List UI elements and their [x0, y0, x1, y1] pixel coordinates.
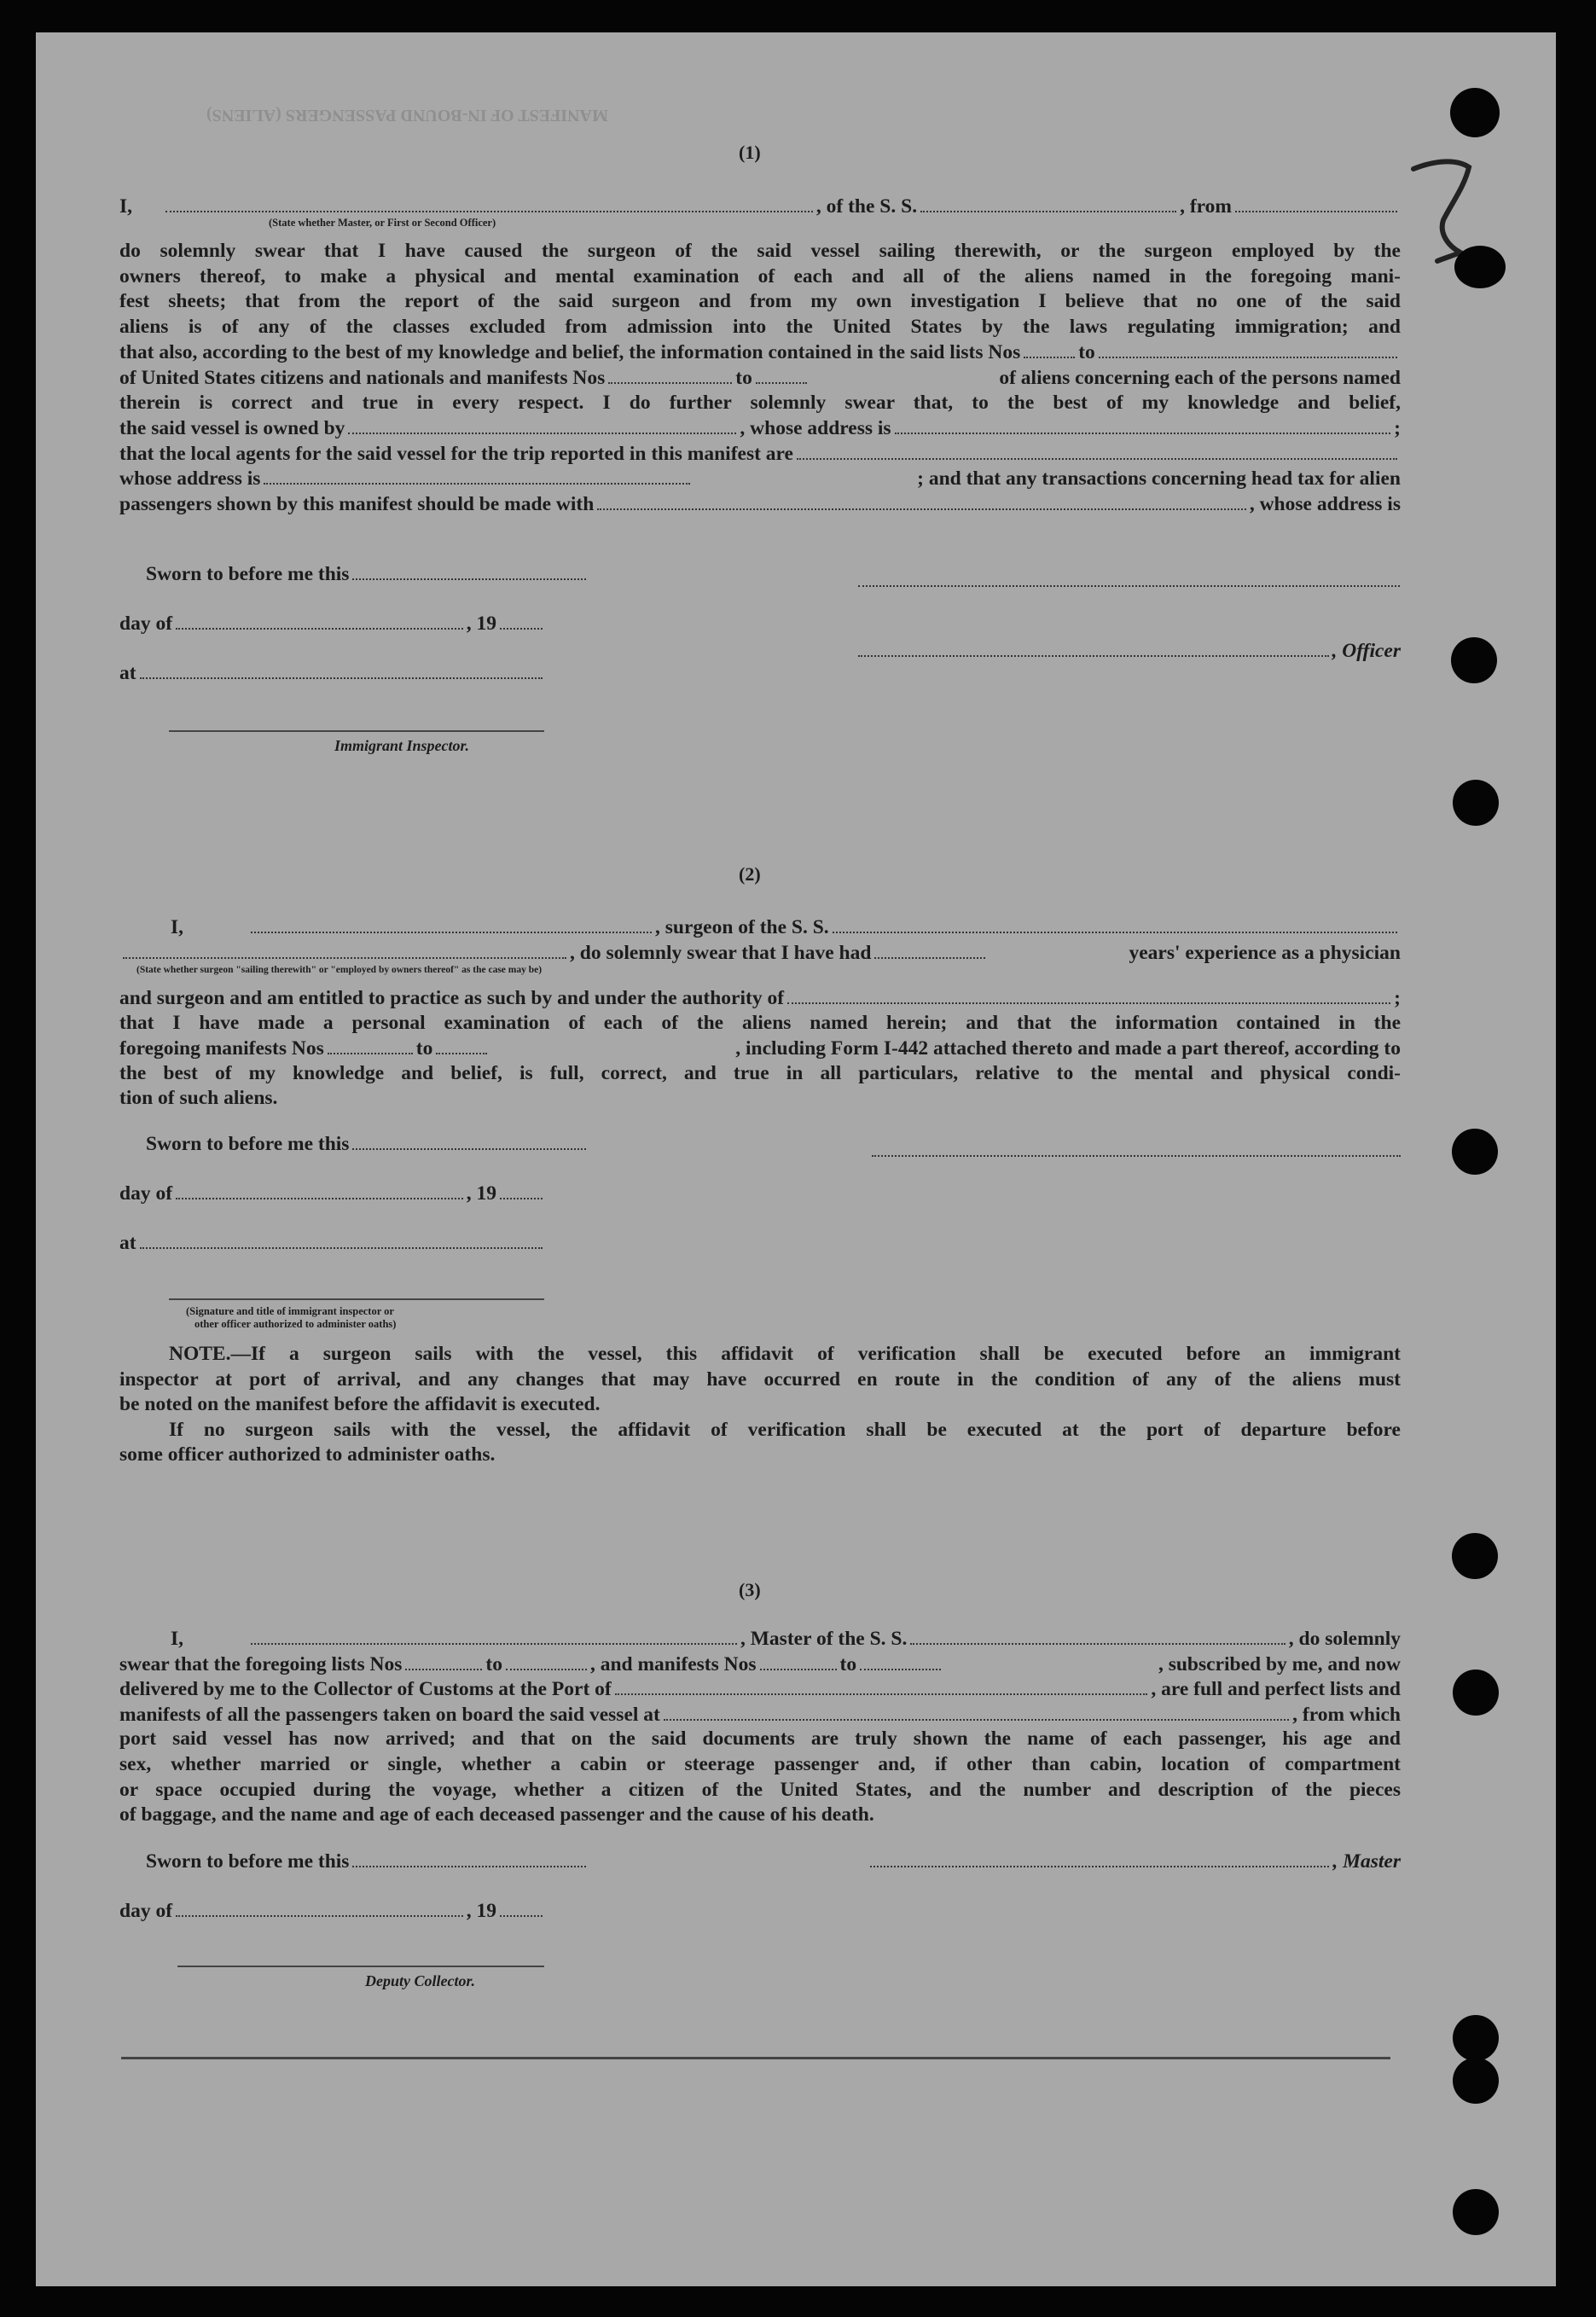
s1-body-line: do solemnly swear that I have caused the surgeon of the said vessel sailing therewith, or the surgeon employed by the [119, 240, 1401, 262]
s3-master-caption: , Master [1332, 1850, 1401, 1873]
s2-sworn-label: Sworn to before me this [146, 1133, 350, 1155]
s2-caption: (State whether surgeon "sailing therewith" or "employed by owners thereof" as the case may be) [136, 965, 543, 975]
s1-officer-row [855, 638, 1401, 664]
s3-port-field[interactable] [615, 1676, 1148, 1695]
s3-sworn-label: Sworn to before me this [146, 1850, 350, 1873]
s2-manifest-from-field[interactable] [328, 1036, 413, 1054]
s1-sworn-date-field[interactable] [352, 561, 586, 580]
s2-sworn-date-field[interactable] [352, 1131, 586, 1150]
s2-inspector-caption: (Signature and title of immigrant inspector or [186, 1305, 394, 1317]
s2-year-label: , 19 [466, 1182, 496, 1205]
s3-manifest-from-field[interactable] [760, 1652, 837, 1670]
s2-i: I, [171, 916, 184, 938]
s1-officer-signature-field[interactable] [858, 638, 1329, 657]
s1-owner-field[interactable] [348, 415, 736, 434]
s1-lists-text: that also, according to the best of my knowledge and belief, the information contained in the said lists Nos [119, 341, 1021, 364]
s1-caption: (State whether Master, or First or Second Officer) [269, 217, 496, 229]
s1-i: I, [119, 195, 133, 218]
s3-day-row [119, 1898, 546, 1924]
s1-day-row [119, 611, 546, 636]
s3-subscribed-text: , subscribed by me, and now [1158, 1652, 1401, 1675]
s2-authority-field[interactable] [787, 985, 1390, 1004]
s3-body-line: sex, whether married or single, whether a cabin or steerage passenger and, if other than cabin, location of compartment [119, 1752, 1401, 1775]
s1-agents-text: that the local agents for the said vessel for the trip reported in this manifest are [119, 442, 793, 465]
s1-passengers-text: passengers shown by this manifest should be made with [119, 492, 595, 515]
section-1-body [119, 239, 1401, 517]
s1-manifest-to-field[interactable] [756, 365, 807, 384]
s1-year-field[interactable] [500, 611, 543, 630]
s1-agents-address-field[interactable] [264, 466, 690, 485]
punch-hole [1453, 2189, 1499, 2235]
s2-note-line: be noted on the manifest before the affidavit is executed. [119, 1393, 601, 1416]
s3-to-label: to [839, 1652, 857, 1675]
s2-day-label: day of [119, 1182, 173, 1205]
s1-lists-to-field[interactable] [1099, 340, 1397, 358]
section-2-body [119, 985, 1401, 1112]
s1-agents-field[interactable] [797, 441, 1397, 460]
s1-address-label: , whose address is [740, 417, 891, 440]
s3-body-line: of baggage, and the name and age of each deceased passenger and the cause of his death. [119, 1803, 874, 1826]
punch-hole [1453, 2015, 1499, 2061]
s2-form-text: , including Form I-442 attached thereto and made a part thereof, according to [735, 1037, 1401, 1060]
section-3-affidavit [119, 1626, 1401, 1828]
s2-note-line: inspector at port of arrival, and any changes that may have occurred en route in the condition of any of the aliens must [119, 1368, 1401, 1391]
s2-ship-field[interactable] [833, 915, 1397, 933]
s1-lists-from-field[interactable] [1024, 340, 1075, 358]
s1-body-line: therein is correct and true in every respect. I do further solemnly swear that, to the best of my knowledge and belief, [119, 391, 1401, 414]
s3-master-row [867, 1849, 1401, 1874]
s2-year-field[interactable] [500, 1181, 543, 1199]
section-2-heading: (2) [739, 863, 761, 885]
s1-whose-address-text: whose address is [119, 467, 261, 491]
s3-lists-text: swear that the foregoing lists Nos [119, 1652, 403, 1675]
s1-at-field[interactable] [140, 660, 543, 679]
s1-day-label: day of [119, 613, 173, 635]
s1-ss-label: , of the S. S. [815, 195, 918, 218]
s2-authority-text: and surgeon and am entitled to practice as such by and under the authority of [119, 987, 785, 1009]
s1-name-field[interactable] [165, 194, 813, 212]
s3-year-label: , 19 [466, 1900, 496, 1922]
s3-manifests-text: , and manifests Nos [589, 1652, 757, 1675]
s3-collector-signature-line[interactable] [177, 1966, 544, 1967]
s2-inspector-caption: other officer authorized to administer oaths) [194, 1318, 397, 1330]
s2-experience-text: years' experience as a physician [1129, 941, 1401, 964]
s1-owned-text: the said vessel is owned by [119, 417, 345, 440]
s1-to-label: to [1078, 341, 1095, 364]
s3-from-which: , from which [1292, 1703, 1401, 1726]
s2-name-field[interactable] [251, 915, 652, 933]
s2-body-line: tion of such aliens. [119, 1087, 278, 1110]
s2-surgeon-status-field[interactable] [123, 940, 566, 959]
s1-signature-line[interactable] [858, 584, 1400, 587]
s2-surgeon-label: , surgeon of the S. S. [655, 916, 829, 938]
s2-swear-text: , do solemnly swear that I have had [570, 941, 872, 964]
s3-body-line: or space occupied during the voyage, whether a citizen of the United States, and the number and description of the pieces [119, 1778, 1401, 1801]
punch-hole [1451, 637, 1497, 683]
s1-body-line: owners thereof, to make a physical and mental examination of each and all of the aliens named in the foregoing mani- [119, 264, 1401, 287]
s2-body-line: the best of my knowledge and belief, is full, correct, and true in all particulars, relative to the mental and physical condi- [119, 1061, 1401, 1084]
s2-signature-line[interactable] [872, 1153, 1401, 1157]
s2-manifests-text: foregoing manifests Nos [119, 1037, 324, 1060]
s1-at-label: at [119, 662, 136, 684]
s3-deputy-caption: Deputy Collector. [365, 1972, 475, 1989]
s2-inspector-signature-line[interactable] [169, 1298, 544, 1300]
punch-hole [1454, 246, 1506, 288]
punch-hole [1452, 1129, 1498, 1175]
s1-inspector-signature-line[interactable] [169, 730, 544, 732]
s2-years-field[interactable] [874, 940, 985, 959]
section-1-affidavit [119, 194, 1401, 219]
s1-owner-address-field[interactable] [895, 415, 1391, 434]
s1-at-row [119, 660, 546, 686]
s3-name-field[interactable] [251, 1626, 737, 1645]
s1-body-line: aliens is of any of the classes excluded from admission into the United States by the laws regulating immigration; and [119, 315, 1401, 338]
section-1-heading: (1) [739, 142, 761, 163]
section-3-heading: (3) [739, 1579, 761, 1600]
s3-year-field[interactable] [500, 1898, 543, 1917]
s2-note [119, 1342, 1401, 1468]
s2-body-line: that I have made a personal examination of each of the aliens named herein; and that the information contained in the [119, 1011, 1401, 1034]
s1-manifest-from-field[interactable] [608, 365, 732, 384]
s2-manifest-to-field[interactable] [436, 1036, 487, 1054]
s2-note-line: some officer authorized to administer oaths. [119, 1443, 496, 1466]
punch-hole [1450, 88, 1500, 137]
s2-jurat [146, 1131, 589, 1157]
s3-lists-from-field[interactable] [405, 1652, 482, 1670]
s3-sworn-date-field[interactable] [352, 1849, 586, 1867]
s3-to-label: to [485, 1652, 502, 1675]
s2-note-line: NOTE.—If a surgeon sails with the vessel, this affidavit of verification shall be executed before an immigrant [169, 1343, 1401, 1365]
s2-day-field[interactable] [176, 1181, 463, 1199]
s3-i: I, [171, 1628, 184, 1650]
s2-note-line: If no surgeon sails with the vessel, the affidavit of verification shall be executed at the port of departure before [169, 1418, 1401, 1441]
s1-whose-address-end: , whose address is [1249, 492, 1401, 515]
bottom-rule [121, 2057, 1390, 2059]
s2-semicolon: ; [1394, 987, 1401, 1009]
s3-solemnly: , do solemnly [1288, 1628, 1401, 1650]
s2-at-row [119, 1230, 546, 1256]
s2-at-label: at [119, 1232, 136, 1254]
s1-from-label: , from [1180, 195, 1232, 218]
s2-at-field[interactable] [140, 1230, 543, 1249]
s3-body-line: port said vessel has now arrived; and that on the said documents are truly shown the name of each passenger, his age and [119, 1728, 1401, 1751]
s2-to-label: to [415, 1037, 433, 1060]
punch-hole [1453, 1670, 1499, 1716]
s2-day-row [119, 1181, 546, 1206]
s3-master-signature-field[interactable] [870, 1849, 1329, 1867]
s1-aliens-text: of aliens concerning each of the persons named [999, 366, 1401, 389]
s3-manifest-to-field[interactable] [860, 1652, 941, 1670]
s1-body-line: fest sheets; that from the report of the said surgeon and from my own investigation I believe that no one of the said [119, 290, 1401, 313]
s1-from-field[interactable] [1235, 194, 1397, 212]
punch-hole [1453, 780, 1499, 826]
s1-officer-label: , Officer [1332, 640, 1401, 662]
s3-departure-port-field[interactable] [664, 1702, 1289, 1721]
punch-hole [1453, 2058, 1499, 2104]
bleed-through-text: MANIFEST OF IN-BOUND PASSENGERS (ALIENS) [206, 106, 608, 125]
s1-semicolon: ; [1394, 417, 1401, 440]
section-2-affidavit [119, 915, 1401, 965]
s1-sworn-label: Sworn to before me this [146, 563, 350, 585]
s1-jurat [146, 561, 589, 587]
s3-day-field[interactable] [176, 1898, 463, 1917]
s1-year-label: , 19 [466, 613, 496, 635]
s3-master-label: , Master of the S. S. [740, 1628, 908, 1650]
s3-day-label: day of [119, 1900, 173, 1922]
s1-manifests-text: of United States citizens and nationals and manifests Nos [119, 366, 606, 389]
s1-headtax-party-field[interactable] [597, 491, 1246, 510]
s3-jurat [146, 1849, 589, 1874]
s3-lists-to-field[interactable] [506, 1652, 587, 1670]
s1-day-field[interactable] [176, 611, 463, 630]
s1-ship-field[interactable] [920, 194, 1176, 212]
s1-inspector-caption: Immigrant Inspector. [334, 737, 470, 754]
s1-headtax-text: ; and that any transactions concerning head tax for alien [917, 467, 1401, 491]
s3-perfect-text: , are full and perfect lists and [1151, 1678, 1401, 1701]
s3-taken-text: manifests of all the passengers taken on board the said vessel at [119, 1703, 660, 1726]
punch-hole [1452, 1533, 1498, 1579]
s3-ship-field[interactable] [910, 1626, 1285, 1645]
s1-to-label: to [735, 366, 752, 389]
s3-collector-text: delivered by me to the Collector of Customs at the Port of [119, 1678, 612, 1701]
